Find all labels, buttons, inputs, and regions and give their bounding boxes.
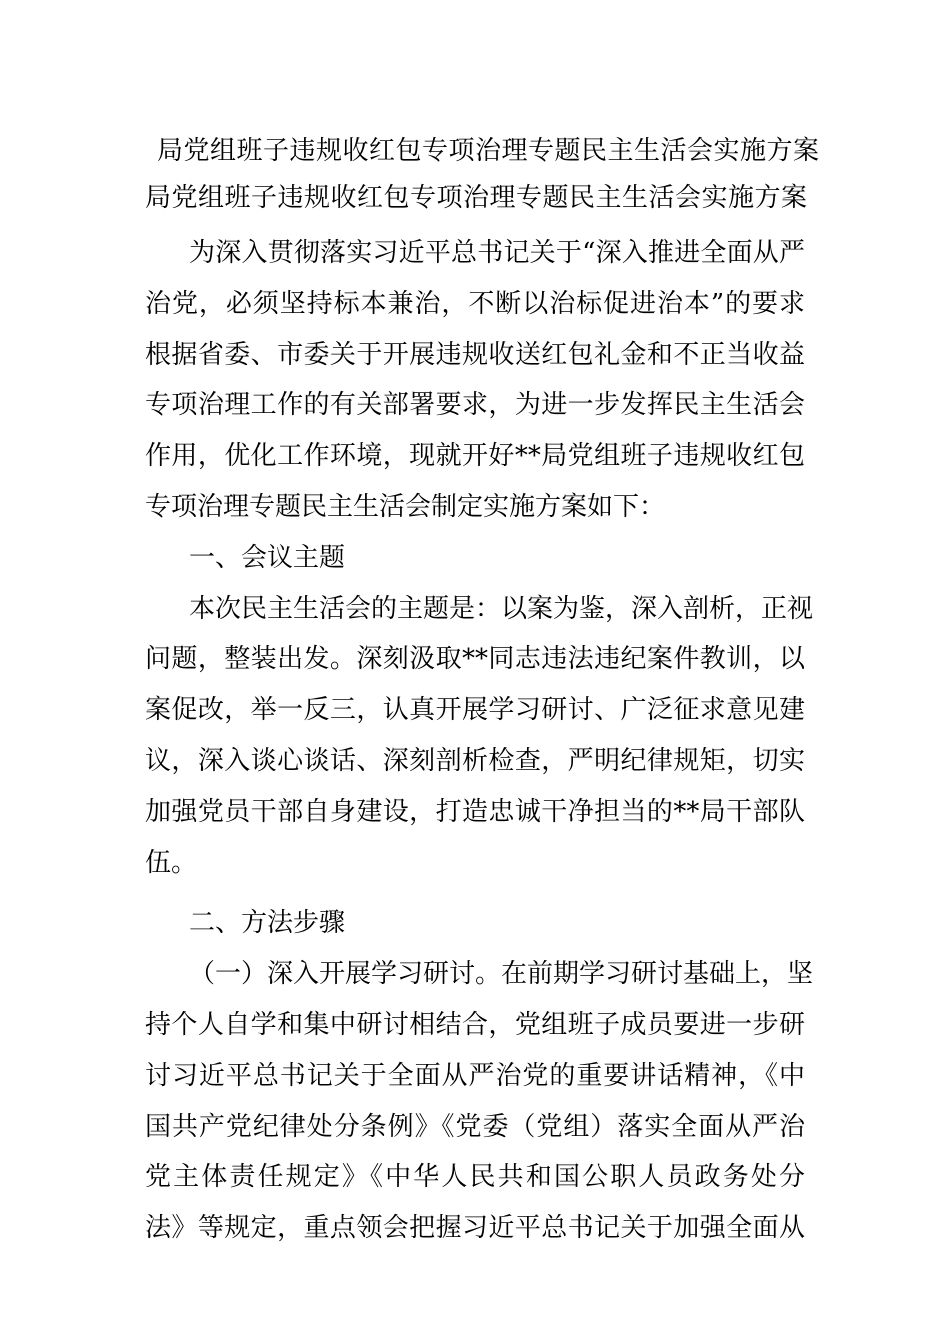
- intro-line: 专项治理工作的有关部署要求，为进一步发挥民主生活会: [145, 390, 805, 421]
- document-title: 局党组班子违规收红包专项治理专题民主生活会实施方案: [157, 136, 820, 166]
- section2-line: 讨习近平总书记关于全面从严治党的重要讲话精神，《中: [145, 1060, 805, 1091]
- section1-line: 议，深入谈心谈话、深刻剖析检查，严明纪律规矩，切实: [145, 745, 805, 776]
- intro-line: 为深入贯彻落实习近平总书记关于“深入推进全面从严: [189, 238, 805, 268]
- intro-line: 专项治理专题民主生活会制定实施方案如下：: [145, 491, 666, 522]
- section1-line: 加强党员干部自身建设，打造忠诚干净担当的**局干部队: [145, 796, 805, 827]
- spacer: [145, 888, 805, 898]
- section2-line: （一）深入开展学习研讨。在前期学习研讨基础上，坚: [189, 959, 814, 990]
- document-title-repeat: 局党组班子违规收红包专项治理专题民主生活会实施方案: [145, 183, 808, 213]
- section2-line: 党主体责任规定》《中华人民共和国公职人员政务处分: [145, 1162, 805, 1193]
- section2-line: 持个人自学和集中研讨相结合，党组班子成员要进一步研: [145, 1009, 805, 1040]
- section2-heading: 二、方法步骤: [189, 908, 346, 939]
- section1-paragraph: [145, 584, 814, 889]
- section2-line: 法》等规定，重点领会把握习近平总书记关于加强全面从: [145, 1213, 805, 1244]
- intro-paragraph: [145, 228, 805, 533]
- intro-line: 治党，必须坚持标本兼治，不断以治标促进治本”的要求: [145, 288, 805, 319]
- section2-heading-block: [145, 898, 805, 949]
- section1-heading-block: [145, 533, 805, 584]
- section1-line: 案促改，举一反三，认真开展学习研讨、广泛征求意见建: [145, 695, 805, 726]
- section2-line: 国共产党纪律处分条例》《党委（党组）落实全面从严治: [145, 1111, 805, 1142]
- section1-line: 本次民主生活会的主题是：以案为鉴，深入剖析，正视: [189, 593, 814, 624]
- section1-line: 伍。: [145, 847, 198, 878]
- document-body: [145, 228, 814, 1254]
- section2-paragraph: [145, 949, 814, 1254]
- document-title-block: [145, 128, 825, 222]
- intro-line: 根据省委、市委关于开展违规收送红包礼金和不正当收益: [145, 339, 805, 370]
- section1-line: 问题，整装出发。深刻汲取**同志违法违纪案件教训，以: [145, 644, 805, 675]
- intro-line: 作用，优化工作环境，现就开好**局党组班子违规收红包: [145, 441, 805, 472]
- section1-heading: 一、会议主题: [189, 542, 346, 573]
